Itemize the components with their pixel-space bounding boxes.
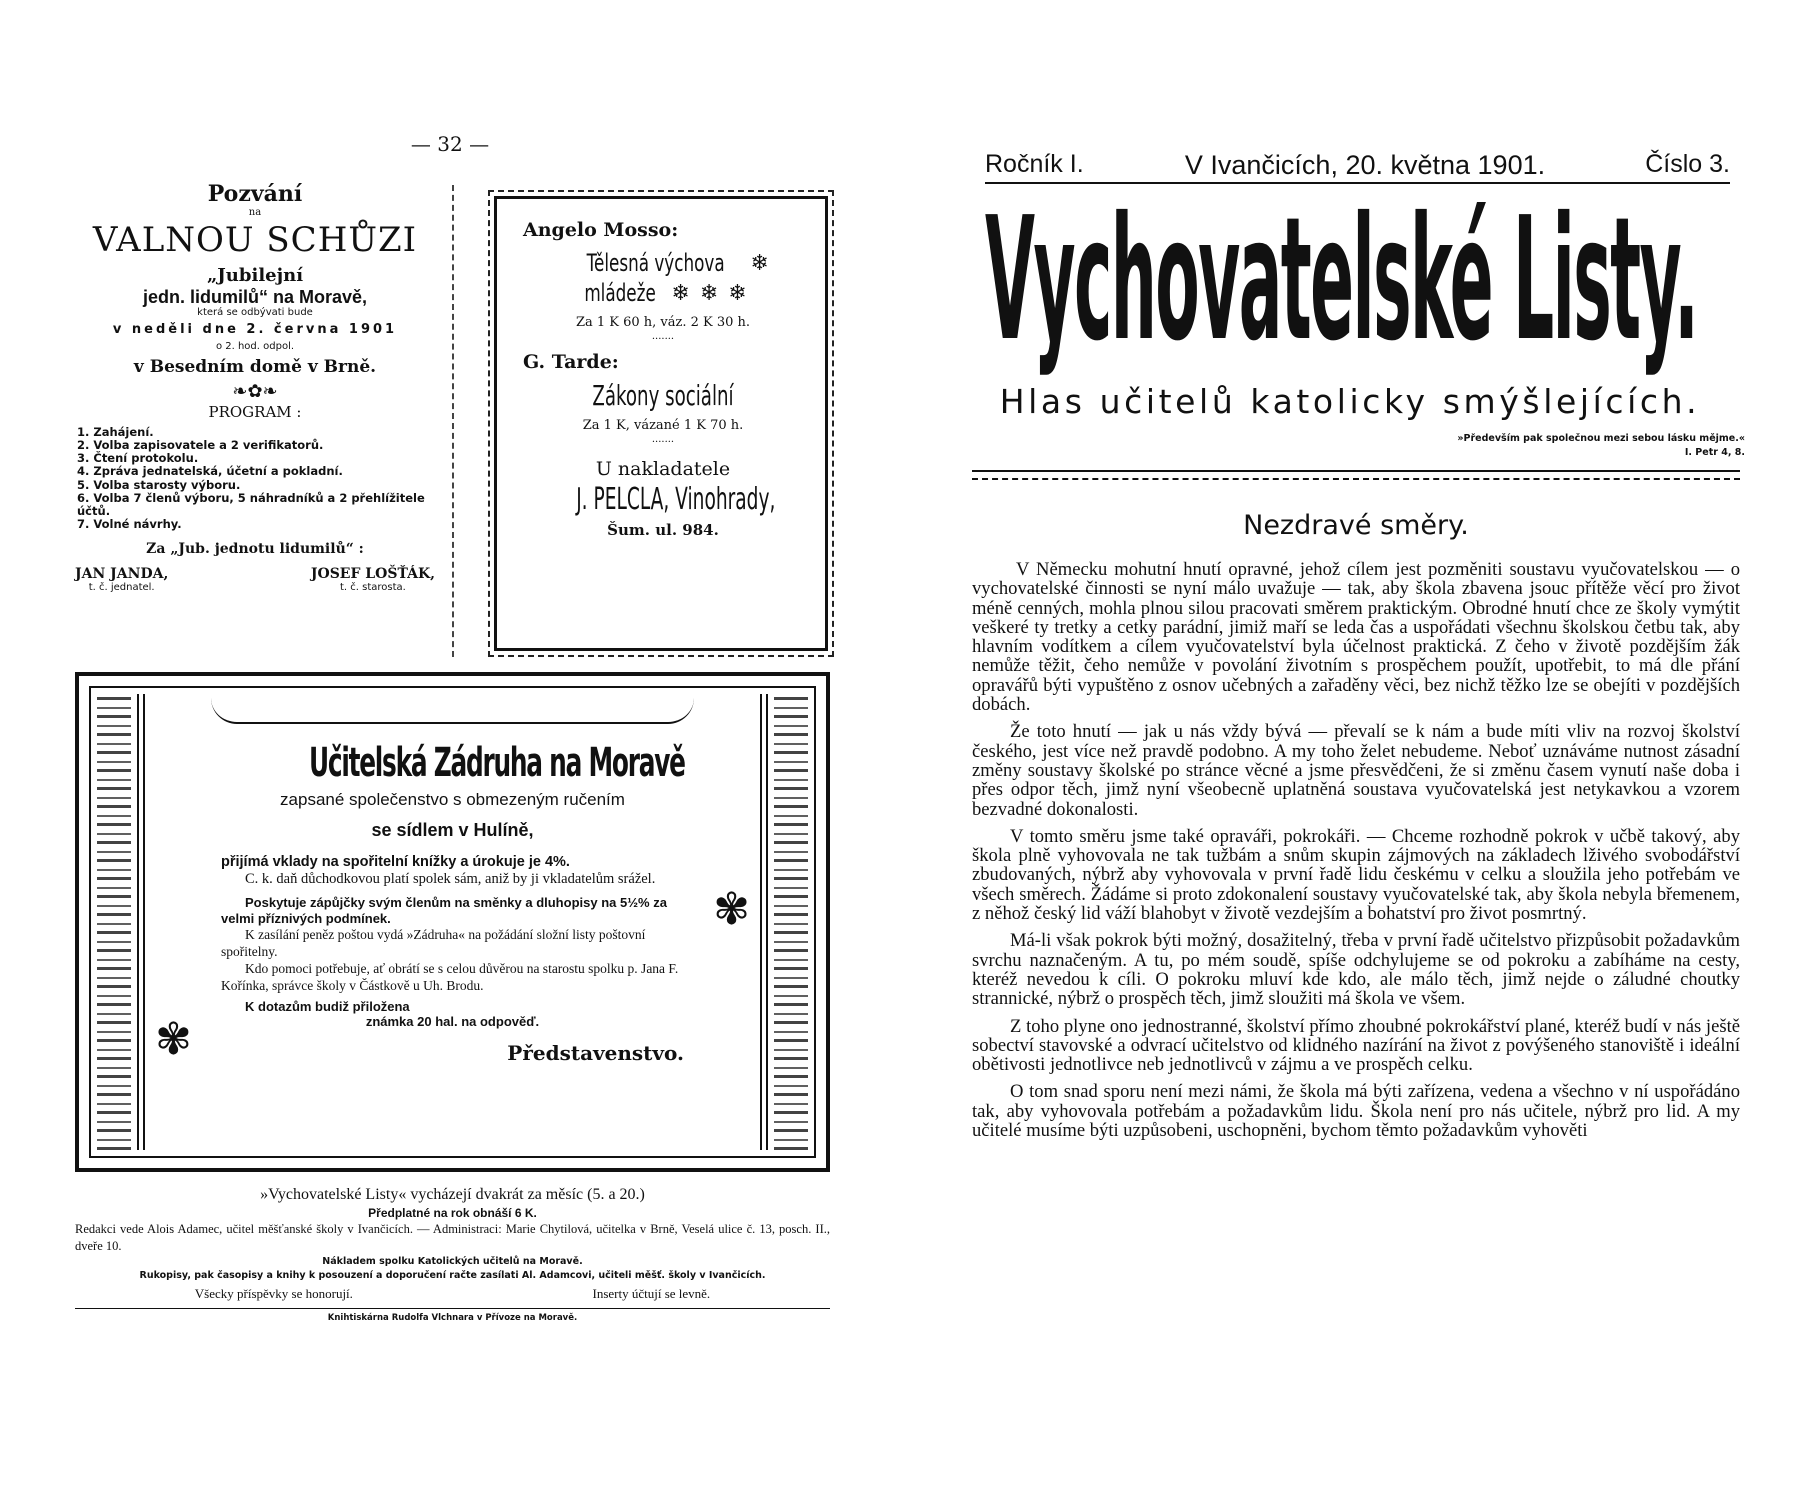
book1-title-line2: mládeže (584, 279, 657, 307)
footer-rule (75, 1308, 830, 1309)
invite-na: na (248, 207, 262, 219)
footer-line5: Rukopisy, pak časopisy a knihy k posouzení a doporučení račte zasílati Al. Adamcovi, učiteli měšť. školy v Ivančicích. (139, 1270, 766, 1282)
ad-line2: se sídlem v Hulíně, (371, 820, 534, 840)
footer-line3: Redakci vede Alois Adamec, učitel měšťanské školy v Ivančicích. — Administraci: Marie Chytilová, učitelka v Brně, Veselá ulice č. 13, posch. II., dveře 10. (75, 1222, 830, 1253)
held-line: která se odbývati bude (197, 307, 313, 319)
sign1-name: JAN JANDA, (75, 565, 169, 582)
ad-body (221, 688, 684, 1065)
article-body (972, 560, 1740, 1148)
program-item: 5. Volba starosty výboru. (77, 477, 241, 492)
ornament-border-left (97, 694, 131, 1150)
page-number: — 32 — (410, 132, 490, 156)
publisher-line2: J. PELCLA, Vinohrady, (576, 482, 776, 517)
article-paragraph: O tom snad sporu není mezi námi, že škola má býti zařízena, vedena a všechno v ní uspořádáno tak, aby vyhovovala potřebám a požadavkům lidu. Škola není pro nás učitele, nýbrž pro lid. A my učitelé musíme býti uzpůsobeni, uschopněni, bychom těmto požadavkům vyhověti (972, 1081, 1740, 1142)
column-separator (452, 185, 454, 657)
program-item: 3. Čtení protokolu. (77, 451, 199, 466)
publication-footer (75, 1185, 830, 1324)
program-item: 6. Volba 7 členů výboru, 5 náhradníků a 2 přehlížitele účtů. (77, 490, 425, 518)
printer-line: Knihtiskárna Rudolfa Vlchnara v Přívoze na Moravě. (327, 1312, 578, 1323)
motto-text: »Především pak společnou mezi sebou lásku mějme.« (1457, 433, 1745, 444)
sign2-role: t. č. starosta. (340, 581, 406, 593)
footer-line4: Nákladem spolku Katolických učitelů na Moravě. (322, 1255, 583, 1267)
article-paragraph: Má-li však pokrok býti možný, dosažitelný, třeba v první řadě učitelstvo přizpůsobit požadavkům svrchu naznačeným. A tu, po mém soudě, spíše odchylujeme se od pokroku a zabíháme na cesty, kteréž nevedou k cíli. O pokroku mluví kde kdo, ale málo těch, jimž nejde o záludné choutky strannické, nýbrž o prospěch těch, jimž sloužiti má škola ve všem. (972, 930, 1740, 1010)
article-paragraph: V tomto směru jsme také opraváři, pokrokáři. — Chceme rozhodně pokrok v učbě takový, aby škola plně vyhovovala ne tak tužbám a snům skupin zájmových na základech lživého svobodářství zbudovaných, nýbrž aby vyhovovala v první řadě lidu českému v celku a sloužila jeho potřebám ve všech směrech. Žádáme si proto zdokonalení soustavy vyučovatelské tak, aby škola nebyla břemenem, z něhož český lid váží blahobyt v životě vezdejším a bohatství pro život posmrtný. (972, 825, 1740, 925)
book2-title: Zákony sociální (592, 379, 734, 412)
meeting-title: VALNOU SCHŮZI (92, 219, 418, 260)
issue-number: Číslo 3. (1645, 150, 1730, 178)
article-paragraph: Z toho plyne ono jednostranné, školství přímo zhoubné pokrokářství plané, kteréž budí v nás ještě sobectví stavovské a odvrací učitelstvo od klidného nazírání na život z povýšeného stanoviště i ideální obětivosti jednotlivce neb jednotlivců v zájmu a ve prospěch celku. (972, 1015, 1740, 1076)
sign1-role: t. č. jednatel. (88, 581, 155, 593)
ad-inner-frame (89, 686, 816, 1158)
signature-2 (311, 566, 435, 593)
tagline: Hlas učitelů katolicky smýšlejících. (999, 382, 1701, 421)
book1-price: Za 1 K 60 h, váz. 2 K 30 h. (575, 315, 751, 330)
book1-author: Angelo Mosso: (523, 219, 679, 241)
signature-for: Za „Jub. jednotu lidumilů“ : (146, 541, 364, 558)
invite-heading: Pozvání (207, 181, 303, 207)
footer-line1: »Vychovatelské Listy« vycházejí dvakrát za měsíc (5. a 20.) (260, 1186, 645, 1203)
program-item: 2. Volba zapisovatele a 2 verifikatorů. (77, 437, 324, 452)
header-rule (972, 470, 1740, 480)
meeting-invitation (75, 182, 435, 593)
ad-signature: Představenstvo. (507, 1040, 684, 1065)
zadruha-advertisement (75, 672, 830, 1172)
masthead-title-text: Vychovatelské Listy. (985, 181, 1698, 379)
sign2-name: JOSEF LOŠŤÁK, (310, 565, 435, 582)
ad-p5: Kdo pomoci potřebuje, ať obrátí se s celou důvěrou na starostu spolku p. Jana F. Kořínka, správce školy v Částkově u Uh. Brodu. (221, 960, 679, 993)
book-advertisement (494, 196, 828, 651)
footer-line6a: Všecky příspěvky se honorují. (194, 1285, 353, 1301)
footer-line2: Předplatné na rok obnáší 6 K. (368, 1205, 537, 1220)
footer-line6b: Inserty účtují se levně. (592, 1285, 711, 1301)
article-paragraph: Že toto hnutí — jak u nás vždy bývá — převalí se k nám a bude míti vliv na rozvoj školství českého, jest více než pravdě podobno. A my toho želet nebudeme. Neboť uznáváme nutnost zásadní změny soustavy školské po stránce věcné a jsme přesvědčeni, že si změnu časem vynutí naše doba i přes odpor těch, jimž nyní všeobecně uplatněná soustava vyučovatelská jest netykavkou a vzorem bezvadné dokonalosti. (972, 721, 1740, 820)
divider-dots: ······· (651, 437, 675, 448)
ornament-divider: ❧✿❧ (232, 380, 278, 402)
meeting-place: v Besedním domě v Brně. (133, 357, 377, 378)
program-list (75, 426, 435, 532)
ad-p6: K dotazům budiž přiložena (245, 998, 410, 1014)
book2-price: Za 1 K, vázané 1 K 70 h. (582, 418, 744, 433)
article-title: Nezdravé směry. (1243, 510, 1469, 541)
signatures (75, 566, 435, 593)
publisher-line1: U nakladatele (595, 458, 731, 480)
ornament-border-right (774, 694, 808, 1150)
meeting-date: v neděli dne 2. června 1901 (112, 321, 398, 337)
ad-p4: K zasílání peněz poštou vydá »Zádruha« na požádání složní listy poštovní spořitelny. (221, 927, 646, 959)
ornament-line-right (760, 694, 768, 1150)
flower-ornament-icon: ✾ (155, 1014, 192, 1065)
ad-p7: známka 20 hal. na odpověď. (365, 1013, 540, 1029)
motto (1260, 432, 1745, 461)
snowflake-icon: ❄ (750, 250, 769, 276)
motto-reference: I. Petr 4, 8. (1684, 447, 1745, 459)
meeting-time: o 2. hod. odpol. (215, 340, 295, 352)
book1-title-line1: Tělesná výchova (586, 249, 725, 277)
program-heading: PROGRAM : (208, 403, 302, 422)
article-paragraph: V Německu mohutní hnutí opravné, jehož cílem jest pozměniti soustavu vyučovatelskou — o vychovatelské činnosti se nyní málo uvažuje — tak, aby škola zbavena jsouc přítěže věcí pro život méně cenných, mohla plnou silou pracovati směrem praktickým. Obrodné hnutí chce ze školy vymýtit veškeré ty tretky a cetky parádní, jimiž maří se leda čas a uspořádati všechnu školskou četbu tak, aby hlavním vodítkem a cílem vyučovatelství byla účelnost praktická. Z čeho v životě pozdějším žák nemůže těžit, čeho nemůže v povolání životním s prospěchem použít, upotřebit, to má dle přání opravářů býti vypuštěno z osnov učebných a zařaděny věci, bez nichž těžko lze se obejíti v pozdějších dobách. (972, 559, 1740, 716)
ornament-line-left (137, 694, 145, 1150)
divider-dots: ······· (651, 334, 675, 345)
masthead-title (985, 181, 1730, 379)
org-line2: jedn. lidumilů“ na Moravě, (142, 286, 368, 307)
program-item: 4. Zpráva jednatelská, účetní a pokladní. (77, 464, 343, 479)
flower-ornament-icon: ✾ (713, 884, 750, 935)
snowflake-icon: ❄❄❄ (671, 280, 757, 306)
volume-label: Ročník I. (985, 150, 1084, 178)
publisher-line3: Šum. ul. 984. (607, 521, 719, 539)
program-item: 7. Volné návrhy. (77, 517, 182, 532)
ad-title: Učitelská Zádruha na Moravě (308, 740, 685, 786)
book2-author: G. Tarde: (523, 351, 619, 373)
ad-line1: zapsané společenstvo s obmezeným ručením (280, 790, 625, 809)
book1-title-row (523, 249, 803, 277)
program-item: 1. Zahájení. (77, 424, 154, 439)
ad-p1: přijímá vklady na spořitelní knížky a úrokuje je 4%. (221, 854, 570, 870)
book1-title-row2 (523, 279, 803, 307)
signature-1 (75, 566, 168, 593)
place-date: V Ivančicích, 20. května 1901. (1184, 150, 1546, 180)
footer-line6 (75, 1286, 830, 1302)
ad-p2: C. k. daň důchodkovou platí spolek sám, aniž by ji vkladatelům srážel. (245, 871, 656, 888)
org-line1: „Jubilejní (206, 264, 304, 286)
ad-p3: Poskytuje zápůjčky svým členům na směnky a dluhopisy na 5½% za velmi příznivých podmínek. (221, 894, 667, 926)
